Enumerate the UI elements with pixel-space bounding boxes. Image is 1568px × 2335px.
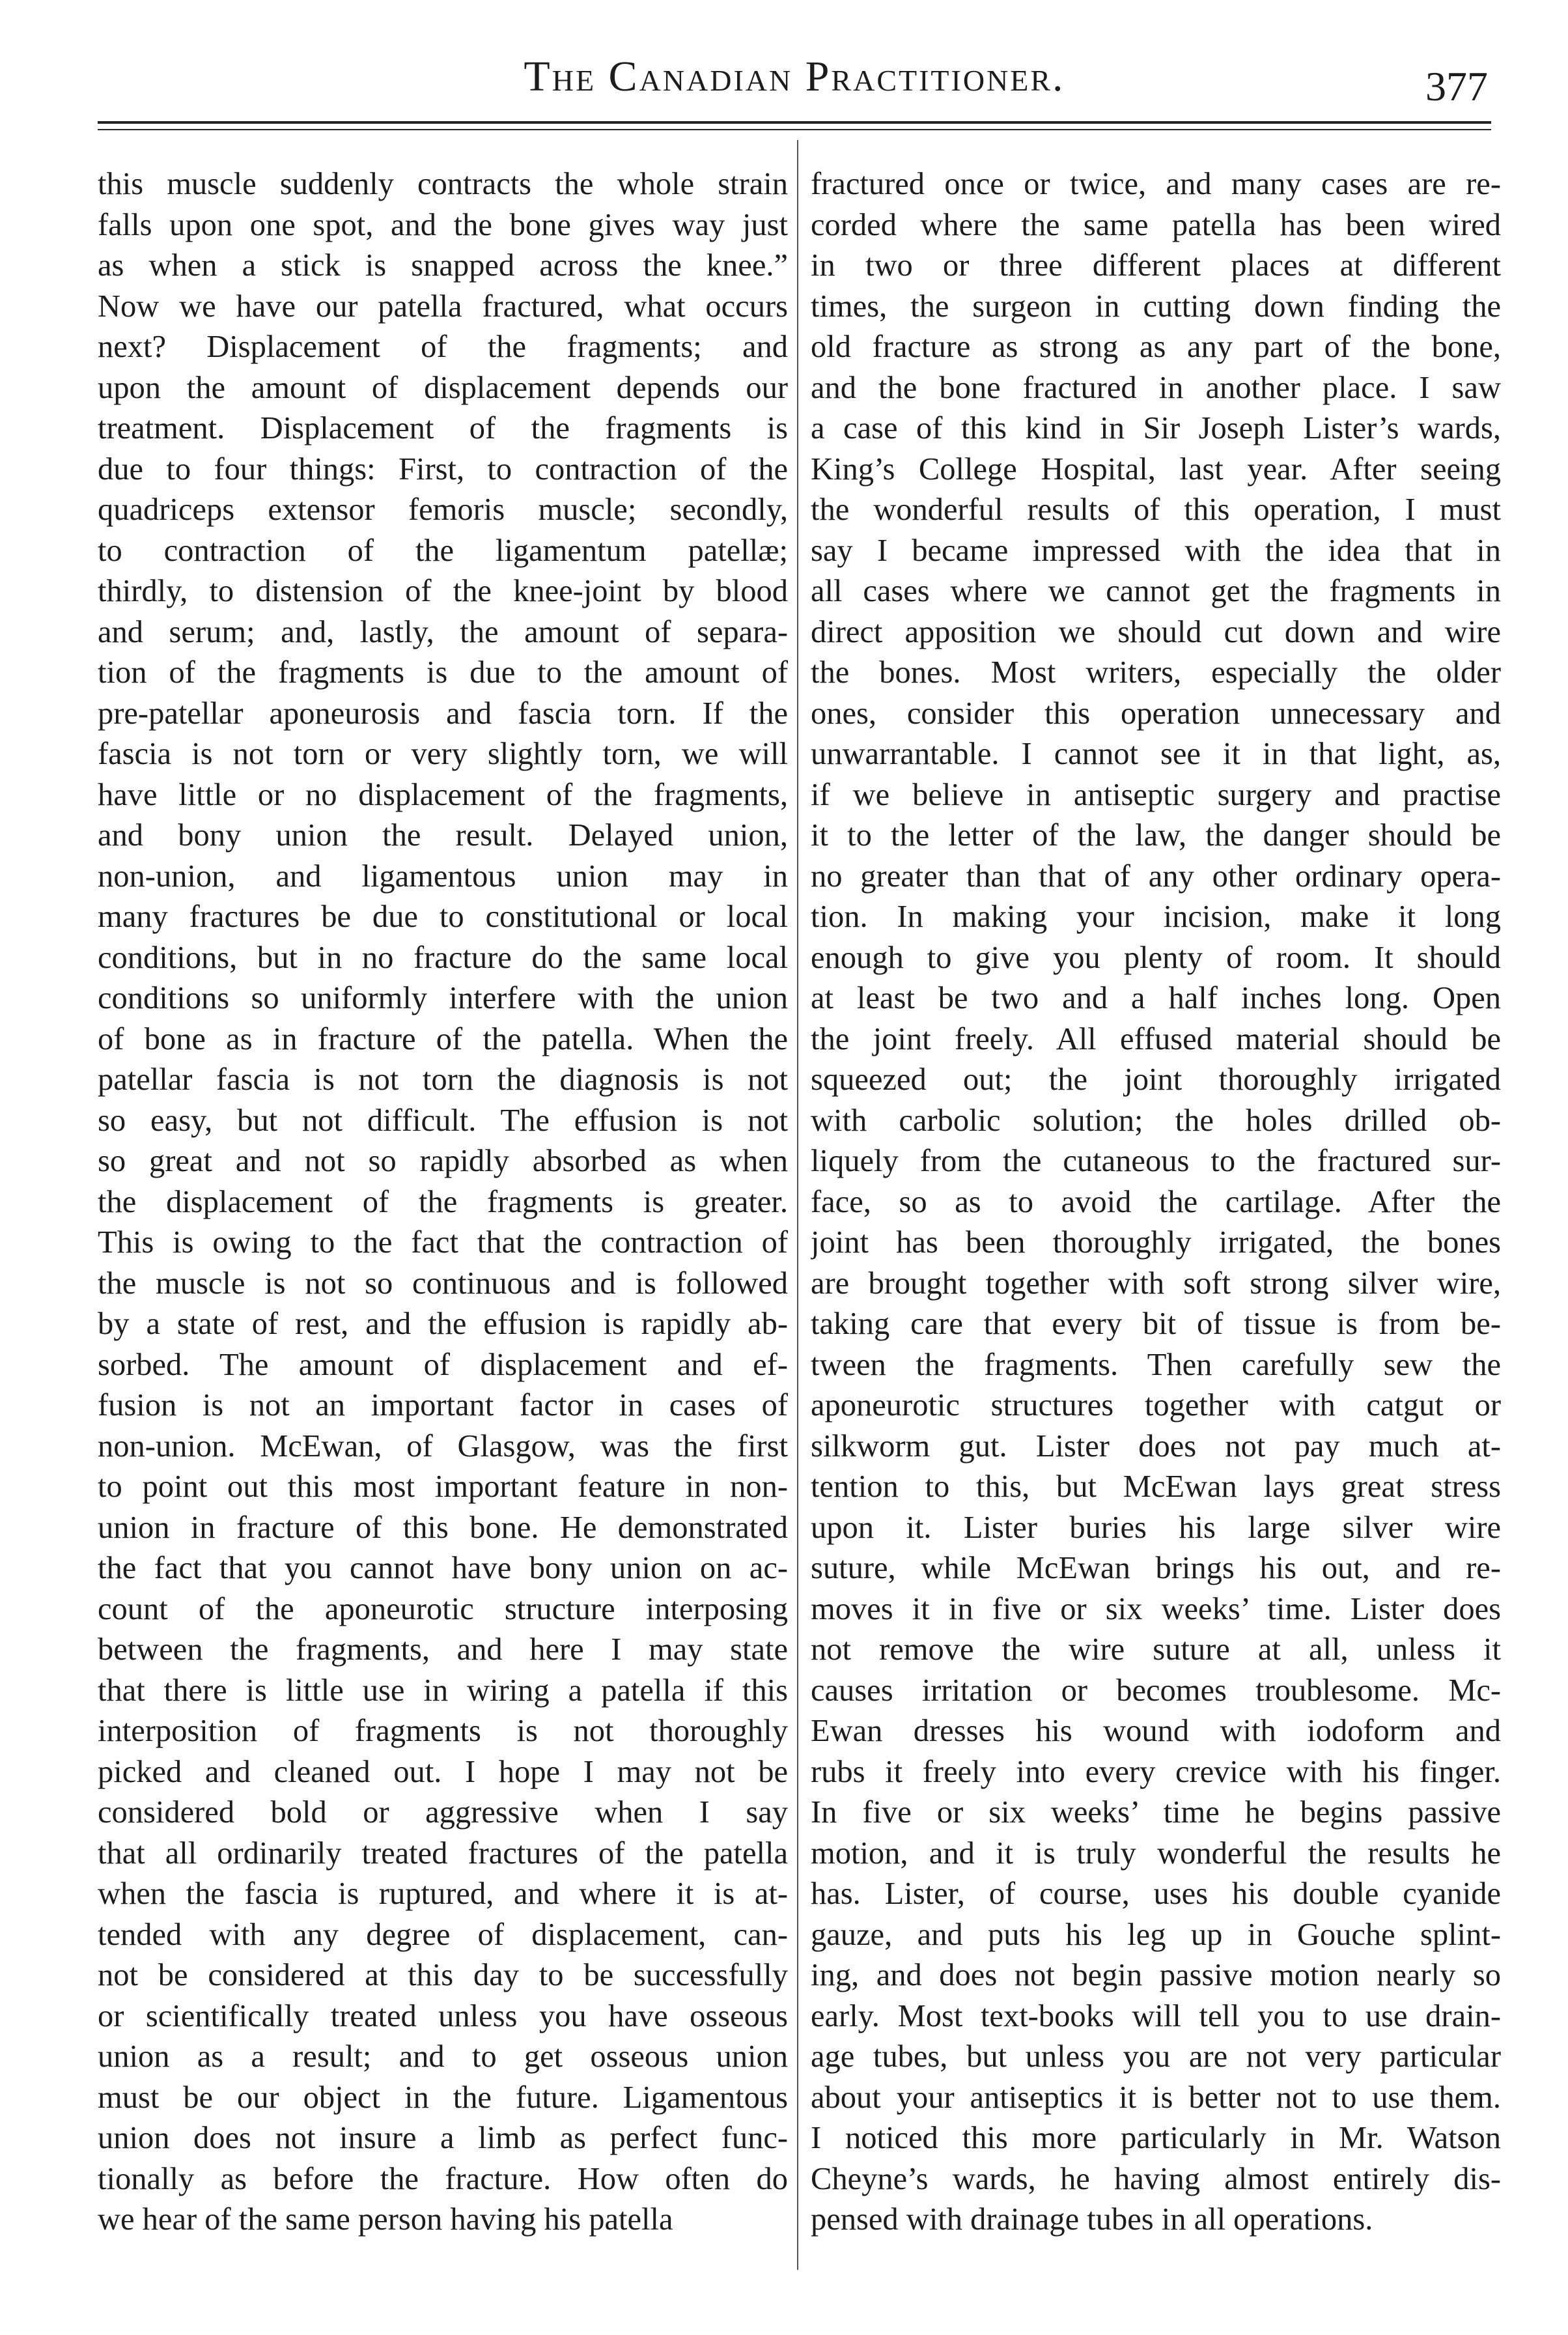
text-line: Ewan dresses his wound with iodoform and [811, 1714, 1501, 1748]
text-line: This is owing to the fact that the contraction of [98, 1225, 788, 1260]
text-line: to point out this most important feature in non- [98, 1469, 788, 1504]
header-rule-thin [98, 129, 1491, 130]
text-line: pre-patellar aponeurosis and fascia torn. If the [98, 696, 788, 731]
text-line: sorbed. The amount of displacement and ef- [98, 1347, 788, 1382]
text-line: of bone as in fracture of the patella. When the [98, 1021, 788, 1056]
text-line: upon it. Lister buries his large silver wire [811, 1510, 1501, 1545]
text-line: tention to this, but McEwan lays great stress [811, 1469, 1501, 1504]
header-rule-thick [98, 121, 1491, 124]
text-line: suture, while McEwan brings his out, and re- [811, 1551, 1501, 1585]
text-line: fractured once or twice, and many cases are re- [811, 167, 1501, 201]
text-line: King’s College Hospital, last year. After seeing [811, 451, 1501, 487]
text-line: tended with any degree of displacement, can- [98, 1917, 788, 1952]
text-line: fascia is not torn or very slightly torn, we will [98, 737, 788, 771]
text-line: picked and cleaned out. I hope I may not be [98, 1754, 788, 1789]
text-line: tion. In making your incision, make it long [811, 899, 1501, 934]
text-line: quadriceps extensor femoris muscle; secondly, [98, 492, 788, 527]
text-line: the joint freely. All effused material should be [811, 1021, 1501, 1056]
text-line: motion, and it is truly wonderful the results he [811, 1835, 1501, 1871]
text-line: the bones. Most writers, especially the older [811, 655, 1501, 690]
text-line: that there is little use in wiring a patella if this [98, 1673, 788, 1708]
text-line: unwarrantable. I cannot see it in that light, as, [811, 737, 1501, 771]
text-line: not be considered at this day to be successfully [98, 1958, 788, 1992]
text-line: in two or three different places at different [811, 248, 1501, 283]
text-line: aponeurotic structures together with catgut or [811, 1388, 1501, 1422]
text-line: joint has been thoroughly irrigated, the bones [811, 1225, 1501, 1260]
text-line: ones, consider this operation unnecessary and [811, 696, 1501, 731]
text-line: between the fragments, and here I may state [98, 1632, 788, 1667]
text-line: the wonderful results of this operation, I must [811, 492, 1501, 527]
text-line: conditions, but in no fracture do the same local [98, 940, 788, 975]
text-line: In five or six weeks’ time he begins passive [811, 1795, 1501, 1830]
right-text-column [811, 164, 1501, 2281]
text-line: thirdly, to distension of the knee-joint by blood [98, 574, 788, 608]
text-line: ing, and does not begin passive motion nearly so [811, 1958, 1501, 1992]
text-line: must be our object in the future. Ligamentous [98, 2080, 788, 2115]
text-line: tween the fragments. Then carefully sew the [811, 1347, 1501, 1382]
text-line: that all ordinarily treated fractures of the patella [98, 1835, 788, 1871]
text-line: enough to give you plenty of room. It should [811, 940, 1501, 975]
text-line: Now we have our patella fractured, what occurs [98, 289, 788, 324]
text-line: squeezed out; the joint thoroughly irrigated [811, 1062, 1501, 1097]
text-line: at least be two and a half inches long. Open [811, 981, 1501, 1015]
text-line: next? Displacement of the fragments; and [98, 330, 788, 364]
text-line: considered bold or aggressive when I say [98, 1795, 788, 1830]
text-line: gauze, and puts his leg up in Gouche splint- [811, 1917, 1501, 1952]
text-line: this muscle suddenly contracts the whole strain [98, 167, 788, 201]
text-line: old fracture as strong as any part of the bone, [811, 330, 1501, 364]
text-line: we hear of the same person having his patella [98, 2202, 673, 2237]
text-line: taking care that every bit of tissue is from be- [811, 1307, 1501, 1341]
text-line: patellar fascia is not torn the diagnosis is not [98, 1062, 788, 1097]
text-line: interposition of fragments is not thoroughly [98, 1714, 788, 1748]
text-line: as when a stick is snapped across the knee.” [98, 248, 788, 283]
text-line: and serum; and, lastly, the amount of separa- [98, 614, 788, 649]
text-line: the fact that you cannot have bony union on ac- [98, 1551, 788, 1585]
text-line: no greater than that of any other ordinary opera- [811, 858, 1501, 894]
text-line: and the bone fractured in another place. I saw [811, 370, 1501, 405]
text-line: it to the letter of the law, the danger should be [811, 818, 1501, 853]
text-line: say I became impressed with the idea that in [811, 533, 1501, 568]
text-line: many fractures be due to constitutional or local [98, 899, 788, 934]
text-line: a case of this kind in Sir Joseph Lister’s wards, [811, 411, 1501, 446]
text-line: count of the aponeurotic structure interposing [98, 1591, 788, 1626]
text-line: all cases where we cannot get the fragments in [811, 574, 1501, 608]
text-line: so great and not so rapidly absorbed as when [98, 1144, 788, 1178]
text-line: conditions so uniformly interfere with the union [98, 981, 788, 1015]
text-line: union does not insure a limb as perfect func- [98, 2121, 788, 2155]
text-line: the displacement of the fragments is greater. [98, 1184, 788, 1219]
text-line: falls upon one spot, and the bone gives way just [98, 207, 788, 242]
text-line: to contraction of the ligamentum patellæ; [98, 533, 788, 568]
page-header [98, 39, 1491, 117]
text-line: non-union, and ligamentous union may in [98, 858, 788, 894]
text-line: tionally as before the fracture. How often do [98, 2161, 788, 2196]
text-line: has. Lister, of course, uses his double cyanide [811, 1876, 1501, 1911]
text-line: rubs it freely into every crevice with his finger. [811, 1754, 1501, 1789]
text-line: with carbolic solution; the holes drilled ob- [811, 1103, 1501, 1138]
text-line: face, so as to avoid the cartilage. After the [811, 1184, 1501, 1219]
text-line: so easy, but not difficult. The effusion is not [98, 1103, 788, 1138]
text-line: moves it in five or six weeks’ time. Lister does [811, 1591, 1501, 1626]
text-line: I noticed this more particularly in Mr. Watson [811, 2121, 1501, 2155]
text-line: if we believe in antiseptic surgery and practise [811, 777, 1501, 812]
text-line: due to four things: First, to contraction of the [98, 451, 788, 487]
page-number: 377 [1425, 63, 1488, 109]
text-line: Cheyne’s wards, he having almost entirely dis- [811, 2161, 1501, 2196]
text-line: not remove the wire suture at all, unless it [811, 1632, 1501, 1667]
column-divider [797, 140, 798, 2270]
running-title: The Canadian Practitioner. [524, 53, 1065, 100]
text-line: when the fascia is ruptured, and where it is at- [98, 1876, 788, 1911]
text-line: upon the amount of displacement depends our [98, 370, 788, 405]
text-line: treatment. Displacement of the fragments is [98, 411, 788, 446]
text-line: corded where the same patella has been wired [811, 207, 1501, 242]
text-line: non-union. McEwan, of Glasgow, was the first [98, 1428, 788, 1464]
text-line: by a state of rest, and the effusion is rapidly ab- [98, 1307, 788, 1341]
text-line: union in fracture of this bone. He demonstrated [98, 1510, 788, 1545]
text-line: about your antiseptics it is better not to use them. [811, 2080, 1501, 2115]
text-line: are brought together with soft strong silver wire, [811, 1266, 1501, 1301]
left-text-column [98, 164, 788, 2281]
text-line: and bony union the result. Delayed union, [98, 818, 788, 853]
text-line: liquely from the cutaneous to the fractured sur- [811, 1144, 1501, 1178]
text-line: have little or no displacement of the fragments, [98, 777, 788, 812]
text-line: direct apposition we should cut down and wire [811, 614, 1501, 649]
text-line: silkworm gut. Lister does not pay much at- [811, 1428, 1501, 1464]
text-line: causes irritation or becomes troublesome. Mc- [811, 1673, 1501, 1708]
text-line: early. Most text-books will tell you to use drain- [811, 1998, 1501, 2033]
text-line: or scientifically treated unless you have osseous [98, 1998, 788, 2033]
text-line: fusion is not an important factor in cases of [98, 1388, 788, 1422]
text-line: the muscle is not so continuous and is followed [98, 1266, 788, 1301]
text-line: tion of the fragments is due to the amount of [98, 655, 788, 690]
text-line: times, the surgeon in cutting down finding the [811, 289, 1501, 324]
text-line: pensed with drainage tubes in all operations. [811, 2202, 1373, 2237]
text-line: union as a result; and to get osseous union [98, 2039, 788, 2074]
text-line: age tubes, but unless you are not very particular [811, 2039, 1501, 2074]
